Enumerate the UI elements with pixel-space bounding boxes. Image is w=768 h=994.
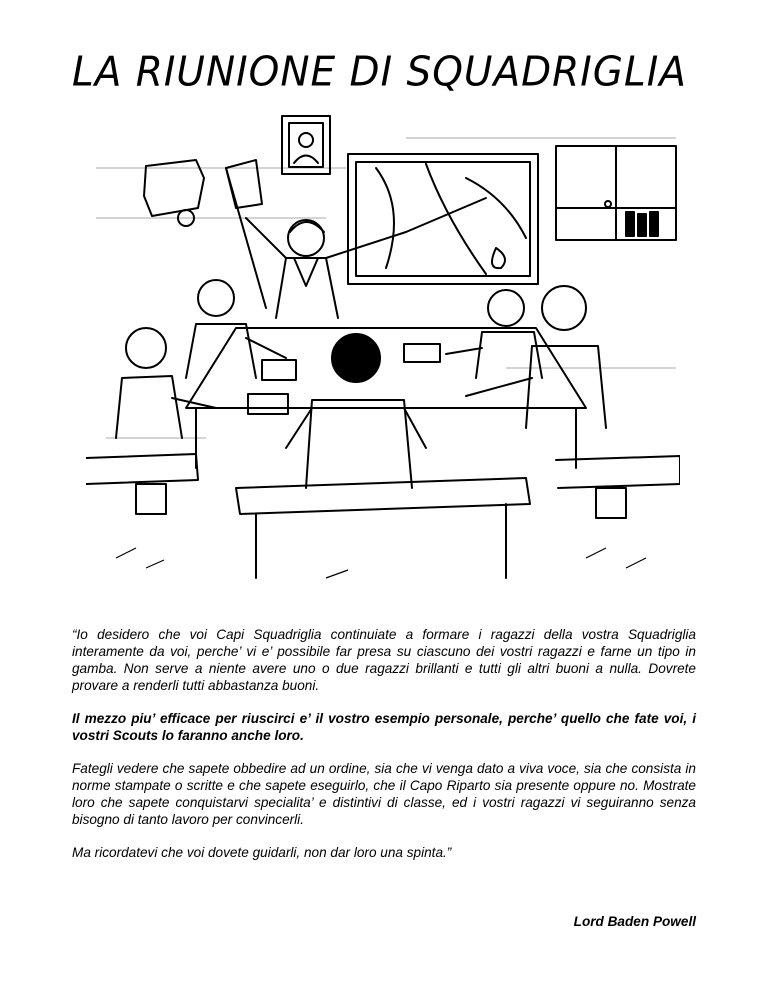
illustration <box>86 108 680 588</box>
quote-paragraph-4: Ma ricordatevi che voi dovete guidarli, non dar loro una spinta.” <box>72 845 452 860</box>
scouts-meeting-drawing <box>86 108 680 588</box>
quote-author: Lord Baden Powell <box>573 914 696 929</box>
quote-paragraph-3: Fategli vedere che sapete obbedire ad un ordine, sia che vi venga dato a viva voce, sia che consista in norme stampate o scritte e che sapete eseguirlo, che il Capo Riparto sia presente oppure no. Mostrate loro che sapete conquistarvi specialita’ e distintivi di classe, ed i vostri ragazzi vi seguiranno senza bisogno di tanto lavoro per convincerli. <box>72 761 696 827</box>
quote-paragraph-2: Il mezzo piu’ efficace per riuscirci e’ il vostro esempio personale, perche’ quello che fate voi, i vostri Scouts lo faranno anche loro. <box>72 711 696 743</box>
page-title: LA RIUNIONE DI SQUADRIGLIA <box>72 48 687 97</box>
quote-paragraph-1: “Io desidero che voi Capi Squadriglia continuiate a formare i ragazzi della vostra Squadriglia interamente da voi, perche’ vi e’ possibile far presa su ciascuno dei vostri ragazzi e farne un tipo in gamba. Non serve a niente avere uno o due ragazzi brillanti e tutti gli altri buoni a nulla. Dovrete provare a renderli tutti abbastanza buoni. <box>72 627 696 693</box>
quote-text <box>72 626 696 877</box>
